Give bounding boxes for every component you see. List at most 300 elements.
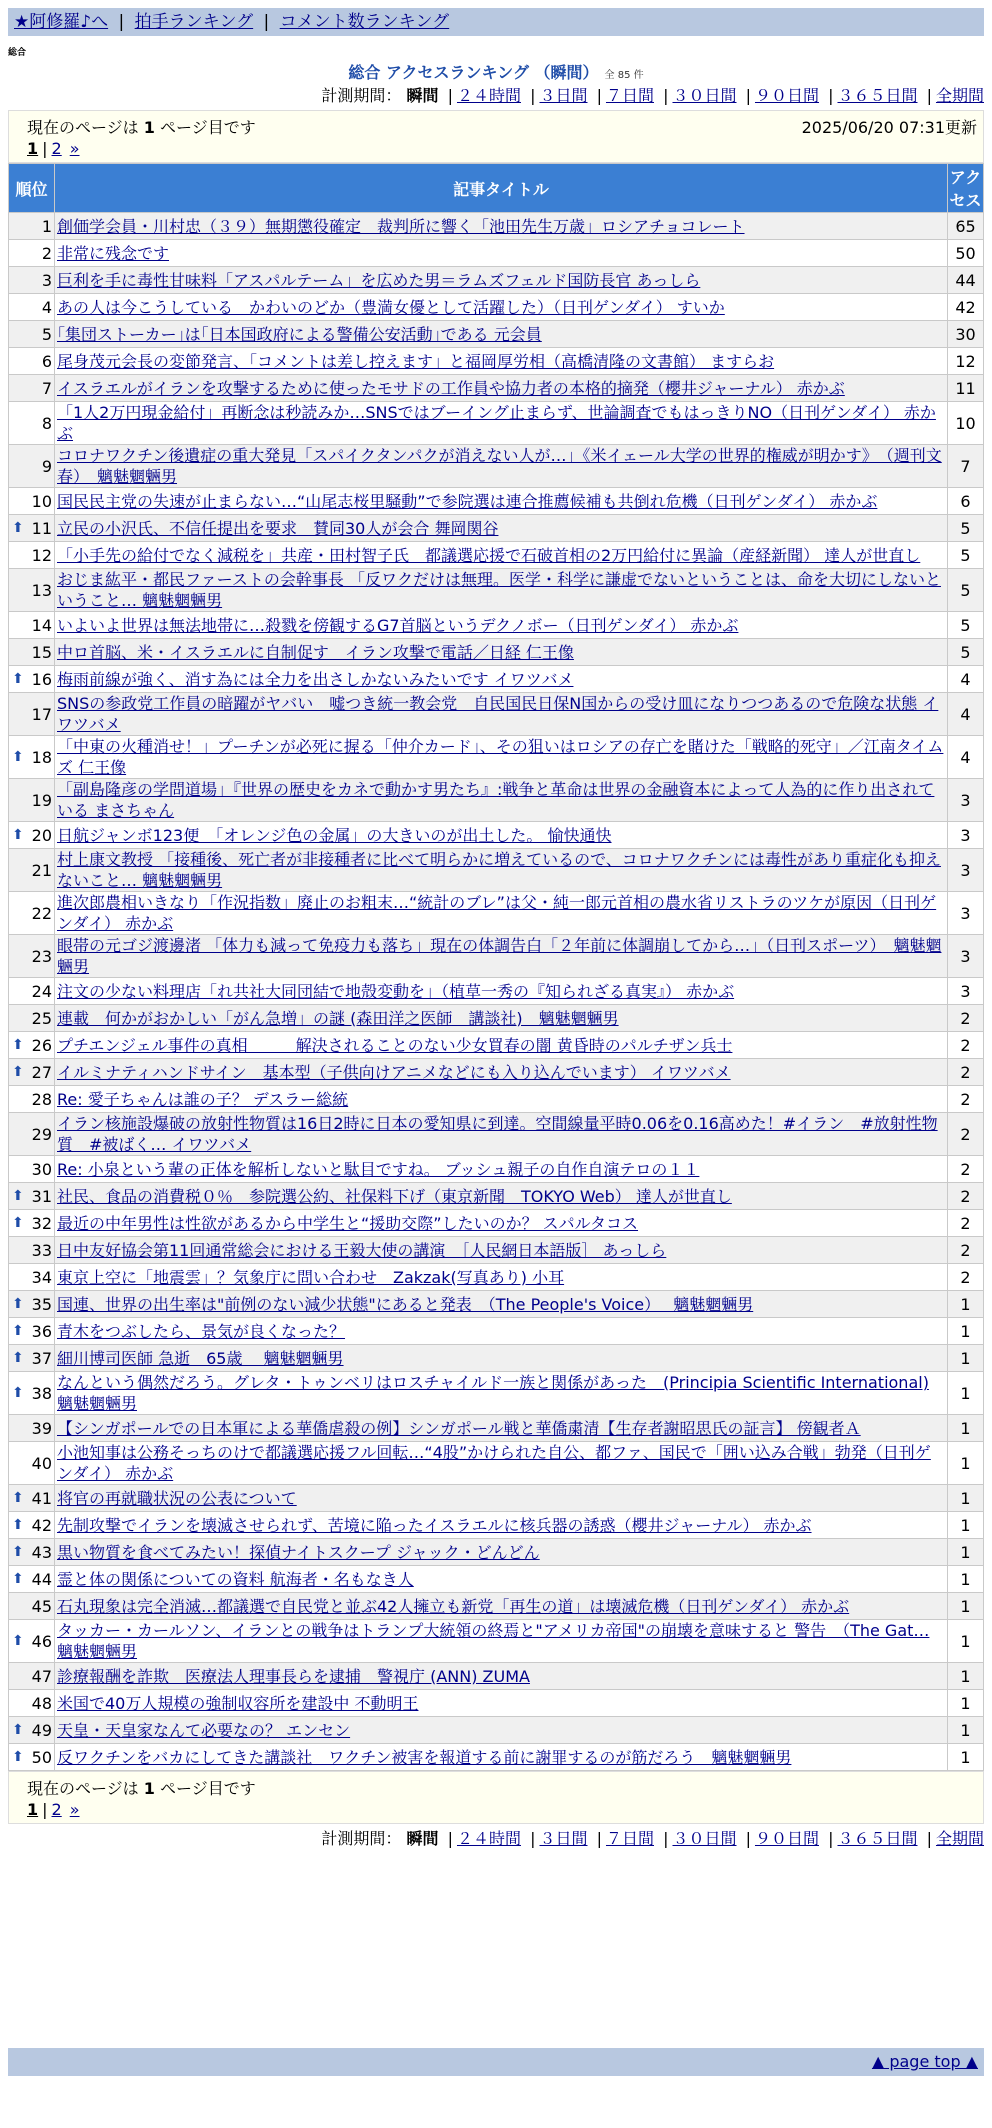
- rank-cell: [9, 1566, 55, 1593]
- article-title-link[interactable]: 創価学会員・川村忠（３９）無期懲役確定 裁判所に響く「池田先生万歳」ロシアチョコレート: [57, 216, 745, 236]
- period-selector-top: [321, 86, 984, 106]
- rank-number: 17: [31, 704, 52, 724]
- rank-number: 45: [31, 1596, 52, 1616]
- table-row: [9, 892, 984, 935]
- next-page-link[interactable]: »: [69, 139, 80, 158]
- article-title-link[interactable]: 黒い物質を食べてみたい！探偵ナイトスクープ ジャック・どんどん: [57, 1542, 540, 1562]
- up-arrow-icon: ⬆: [12, 1543, 24, 1560]
- title-cell: [55, 1442, 948, 1485]
- table-row: [9, 445, 984, 488]
- table-row: [9, 1442, 984, 1485]
- access-count: 1: [948, 1620, 984, 1663]
- table-row: [9, 666, 984, 693]
- period-separator: |: [926, 1829, 932, 1848]
- access-count: 4: [948, 666, 984, 693]
- period-separator: |: [596, 1829, 602, 1848]
- title-cell: [55, 978, 948, 1005]
- rank-number: 47: [31, 1666, 52, 1686]
- rank-number: 11: [31, 518, 52, 538]
- pagination-top: [8, 110, 984, 163]
- table-row: [9, 736, 984, 779]
- article-title-link[interactable]: あの人は今こうしている かわいのどか（豊満女優として活躍した）（日刊ゲンダイ） すいか: [57, 297, 725, 317]
- table-row: [9, 1663, 984, 1690]
- rank-cell: [9, 1237, 55, 1264]
- rank-number: 43: [31, 1542, 52, 1562]
- article-title-link[interactable]: SNSの参政党工作員の暗躍がヤバい 嘘つき統一教会党 自民国民日保N国からの受け皿になりつつあるので危険な状態 イワツバメ: [57, 694, 939, 734]
- article-title-link[interactable]: ｢集団ストーカー｣は｢日本国政府による警備公安活動｣である 元会員: [57, 324, 542, 344]
- article-title-link[interactable]: 「小手先の給付でなく減税を」共産・田村智子氏 都議選応援で石破首相の2万円給付に異論（産経新聞） 達人が世直し: [57, 545, 921, 565]
- title-cell: [55, 542, 948, 569]
- rank-cell: [9, 1264, 55, 1291]
- access-count: 2: [948, 1059, 984, 1086]
- access-count: 1: [948, 1717, 984, 1744]
- rank-number: 36: [31, 1321, 52, 1341]
- article-title-link[interactable]: 青木をつぶしたら、景気が良くなった？: [57, 1321, 346, 1341]
- table-row: [9, 849, 984, 892]
- access-count: 4: [948, 736, 984, 779]
- title-cell: [55, 402, 948, 445]
- article-title-link[interactable]: 日中友好協会第11回通常総会における王毅大使の講演 ［人民網日本語版］ あっしら: [57, 1240, 667, 1260]
- period-separator: |: [530, 1829, 536, 1848]
- table-row: [9, 375, 984, 402]
- title-cell: [55, 612, 948, 639]
- access-count: 1: [948, 1318, 984, 1345]
- rank-number: 46: [31, 1631, 52, 1651]
- title-cell: [55, 321, 948, 348]
- period-separator: |: [663, 86, 669, 105]
- article-title-link[interactable]: 診療報酬を詐欺 医療法人理事長らを逮捕 警視庁 (ANN) ZUMA: [57, 1666, 530, 1686]
- title-cell: [55, 1485, 948, 1512]
- rank-number: 30: [31, 1159, 52, 1179]
- rank-cell: [9, 1005, 55, 1032]
- rank-cell: [9, 1113, 55, 1156]
- access-count: 2: [948, 1210, 984, 1237]
- table-row: [9, 1291, 984, 1318]
- rank-number: 42: [31, 1515, 52, 1535]
- access-count: 2: [948, 1183, 984, 1210]
- rank-cell: [9, 1318, 55, 1345]
- table-row: [9, 1512, 984, 1539]
- rank-number: 14: [31, 615, 52, 635]
- table-row: [9, 639, 984, 666]
- rank-number: 13: [31, 580, 52, 600]
- article-title-link[interactable]: タッカー・カールソン、イランとの戦争はトランプ大統領の終焉と"アメリカ帝国"の崩壊を意味すると 警告 （The Gat… 魑魅魍魎男: [57, 1621, 930, 1661]
- period-separator: |: [447, 86, 453, 105]
- ranking-table-body: [9, 213, 984, 1771]
- access-count: 1: [948, 1744, 984, 1771]
- up-arrow-icon: ⬆: [12, 1721, 24, 1738]
- up-arrow-icon: ⬆: [12, 1384, 24, 1401]
- title-cell: [55, 1620, 948, 1663]
- rank-number: 21: [31, 860, 52, 880]
- article-title-link[interactable]: 中ロ首脳、米・イスラエルに自制促す イラン攻撃で電話／日経 仁王像: [57, 642, 574, 662]
- access-count: 5: [948, 542, 984, 569]
- access-count: 42: [948, 294, 984, 321]
- period-link-7d[interactable]: ７日間: [605, 1829, 654, 1848]
- period-link-3d[interactable]: ３日間: [539, 86, 588, 105]
- rank-number: 40: [31, 1453, 52, 1473]
- article-title-link[interactable]: 立民の小沢氏、不信任提出を要求 賛同30人が会合 舞岡関谷: [57, 518, 499, 538]
- access-count: 2: [948, 1086, 984, 1113]
- rank-number: 32: [31, 1213, 52, 1233]
- rank-cell: [9, 978, 55, 1005]
- current-page-prefix: 現在のページは: [27, 1779, 139, 1798]
- title-cell: [55, 348, 948, 375]
- table-row: [9, 1086, 984, 1113]
- table-row: [9, 1032, 984, 1059]
- nav-separator: |: [263, 12, 270, 32]
- page-top-link[interactable]: ▲ page top ▲: [871, 2052, 978, 2071]
- article-title-link[interactable]: コロナワクチン後遺症の重大発見「スパイクタンパクが消えない人が…」《米イェール大学の世界的権威が明かす》 （週刊文春） 魑魅魍魎男: [57, 446, 942, 486]
- article-title-link[interactable]: 尾身茂元会長の変節発言、「コメントは差し控えます」と福岡厚労相（高橋清隆の文書館） ますらお: [57, 351, 775, 371]
- rank-cell: [9, 1156, 55, 1183]
- rank-cell: [9, 1210, 55, 1237]
- rank-cell: [9, 612, 55, 639]
- rank-cell: [9, 1593, 55, 1620]
- article-title-link[interactable]: おじま紘平・都民ファーストの会幹事長 「反ワクだけは無理。医学・科学に謙虚でないということは、命を大切にしないということ… 魑魅魍魎男: [57, 570, 941, 610]
- page-title-block: [0, 60, 992, 83]
- access-count: 3: [948, 849, 984, 892]
- table-row: [9, 542, 984, 569]
- period-link-365d[interactable]: ３６５日間: [837, 86, 918, 105]
- period-separator: |: [926, 86, 932, 105]
- ranking-table-header: [9, 164, 984, 213]
- access-count: 44: [948, 267, 984, 294]
- access-count: 2: [948, 1113, 984, 1156]
- table-row: [9, 935, 984, 978]
- rank-cell: [9, 1717, 55, 1744]
- period-link-24h[interactable]: ２４時間: [456, 1829, 521, 1848]
- rank-number: 28: [31, 1089, 52, 1109]
- rank-cell: [9, 1539, 55, 1566]
- access-count: 3: [948, 935, 984, 978]
- table-row: [9, 1485, 984, 1512]
- period-separator: |: [447, 1829, 453, 1848]
- title-cell: [55, 1690, 948, 1717]
- title-cell: [55, 267, 948, 294]
- rank-cell: [9, 375, 55, 402]
- updated-timestamp: 2025/06/20 07:31更新: [801, 118, 977, 137]
- rank-cell: [9, 935, 55, 978]
- access-count: 4: [948, 693, 984, 736]
- article-title-link[interactable]: イスラエルがイランを攻撃するために使ったモサドの工作員や協力者の本格的摘発（櫻井ジャーナル） 赤かぶ: [57, 378, 845, 398]
- title-cell: [55, 445, 948, 488]
- period-separator: |: [828, 1829, 834, 1848]
- article-title-link[interactable]: 細川博司医師 急逝 65歳 魑魅魍魎男: [57, 1348, 344, 1368]
- title-cell: [55, 892, 948, 935]
- title-cell: [55, 1345, 948, 1372]
- title-cell: [55, 1318, 948, 1345]
- rank-number: 34: [31, 1267, 52, 1287]
- article-title-link[interactable]: 進次郎農相いきなり「作況指数」廃止のお粗末…“統計のブレ”は父・純一郎元首相の農水省リストラのツケが原因（日刊ゲンダイ） 赤かぶ: [57, 893, 937, 933]
- title-cell: [55, 213, 948, 240]
- rank-number: 5: [41, 324, 52, 344]
- rank-cell: [9, 1744, 55, 1771]
- article-title-link[interactable]: 石丸現象は完全消滅…都議選で自民党と並ぶ42人擁立も新党「再生の道」は壊滅危機（日刊ゲンダイ） 赤かぶ: [57, 1596, 850, 1616]
- rank-number: 38: [31, 1383, 52, 1403]
- rank-number: 7: [41, 378, 52, 398]
- article-title-link[interactable]: Re: 愛子ちゃんは誰の子？ デスラー総統: [57, 1089, 349, 1109]
- article-title-link[interactable]: 社民、食品の消費税０％ 参院選公約、社保料下げ（東京新聞 TOKYO Web） 達人が世直し: [57, 1186, 732, 1206]
- table-row: [9, 1593, 984, 1620]
- table-row: [9, 1372, 984, 1415]
- page-title: 総合 アクセスランキング （瞬間）: [348, 63, 599, 82]
- table-row: [9, 294, 984, 321]
- nav-link-applause-ranking[interactable]: 拍手ランキング: [134, 12, 254, 32]
- pagination-bottom: [8, 1771, 984, 1824]
- article-title-link[interactable]: なんという偶然だろう。グレタ・トゥンベリはロスチャイルド一族と関係があった (Principia Scientific International) 魑魅魍魎男: [57, 1373, 929, 1413]
- access-count: 3: [948, 978, 984, 1005]
- article-title-link[interactable]: 将官の再就職状況の公表について: [57, 1488, 297, 1508]
- article-title-link[interactable]: いよいよ世界は無法地帯に…殺戮を傍観するG7首脳というデクノボー（日刊ゲンダイ） 赤かぶ: [57, 615, 739, 635]
- period-current: 瞬間: [406, 1829, 439, 1848]
- nav-link-comment-ranking[interactable]: コメント数ランキング: [279, 12, 450, 32]
- rank-number: 20: [31, 825, 52, 845]
- rank-number: 4: [41, 297, 52, 317]
- up-arrow-icon: ⬆: [12, 1295, 24, 1312]
- article-title-link[interactable]: 日航ジャンボ123便 「オレンジ色の金属」の大きいのが出土した。 愉快通快: [57, 825, 612, 845]
- rank-cell: [9, 321, 55, 348]
- article-title-link[interactable]: 「中東の火種消せ！」プーチンが必死に握る「仲介カード」、その狙いはロシアの存亡を賭けた「戦略的死守」／江南タイムズ 仁王像: [57, 737, 944, 777]
- title-cell: [55, 822, 948, 849]
- page-2-link[interactable]: 2: [51, 1800, 62, 1819]
- title-cell: [55, 1415, 948, 1442]
- article-title-link[interactable]: イラン核施設爆破の放射性物質は16日2時に日本の愛知県に到達。空間線量平時0.06を0.16高めた！#イラン #放射性物質 #被ばく… イワツバメ: [57, 1114, 938, 1154]
- title-cell: [55, 1113, 948, 1156]
- rank-cell: [9, 1663, 55, 1690]
- access-count: 5: [948, 569, 984, 612]
- header-title: 記事タイトル: [55, 164, 948, 213]
- up-arrow-icon: ⬆: [12, 519, 24, 536]
- table-row: [9, 1690, 984, 1717]
- page-links: [27, 139, 80, 158]
- table-row: [9, 402, 984, 445]
- rank-number: 26: [31, 1035, 52, 1055]
- rank-number: 44: [31, 1569, 52, 1589]
- rank-cell: [9, 213, 55, 240]
- period-link-7d[interactable]: ７日間: [605, 86, 654, 105]
- current-page-number: 1: [143, 118, 155, 137]
- current-page-text: [27, 1776, 256, 1799]
- article-title-link[interactable]: 反ワクチンをバカにしてきた講談社 ワクチン被害を報道する前に謝罪するのが筋だろう 魑魅魍魎男: [57, 1747, 792, 1767]
- article-title-link[interactable]: 「1人2万円現金給付」再断念は秒読みか…SNSではブーイング止まらず、世論調査でもはっきりNO（日刊ゲンダイ） 赤かぶ: [57, 403, 936, 443]
- title-cell: [55, 935, 948, 978]
- article-title-link[interactable]: 米国で40万人規模の強制収容所を建設中 不動明王: [57, 1693, 419, 1713]
- rank-number: 27: [31, 1062, 52, 1082]
- rank-cell: [9, 240, 55, 267]
- period-link-all[interactable]: 全期間: [935, 1829, 984, 1848]
- page-2-link[interactable]: 2: [51, 139, 62, 158]
- rank-number: 23: [31, 946, 52, 966]
- article-title-link[interactable]: 小池知事は公務そっちのけで都議選応援フル回転…“4股”かけられた自公、都ファ、国民で「囲い込み合戦」勃発（日刊ゲンダイ） 赤かぶ: [57, 1443, 931, 1483]
- table-row: [9, 779, 984, 822]
- up-arrow-icon: ⬆: [12, 1632, 24, 1649]
- title-cell: [55, 1512, 948, 1539]
- page-links: [27, 1800, 80, 1819]
- access-count: 7: [948, 445, 984, 488]
- up-arrow-icon: ⬆: [12, 1516, 24, 1533]
- article-title-link[interactable]: 【シンガポールでの日本軍による華僑虐殺の例】シンガポール戦と華僑粛清【生存者謝昭思氏の証言】 傍観者Ａ: [57, 1418, 861, 1438]
- current-page-suffix: ページ目です: [160, 118, 256, 137]
- access-count: 11: [948, 375, 984, 402]
- article-title-link[interactable]: プチエンジェル事件の真相 解決されることのない少女買春の闇 黄昏時のパルチザン兵士: [57, 1035, 733, 1055]
- rank-number: 18: [31, 747, 52, 767]
- access-count: 12: [948, 348, 984, 375]
- rank-cell: [9, 488, 55, 515]
- access-count: 5: [948, 639, 984, 666]
- article-title-link[interactable]: 国連、世界の出生率は"前例のない減少状態"にあると発表 （The People's Voice） 魑魅魍魎男: [57, 1294, 754, 1314]
- period-link-3d[interactable]: ３日間: [539, 1829, 588, 1848]
- rank-cell: [9, 849, 55, 892]
- article-title-link[interactable]: 巨利を手に毒性甘味料「アスパルテーム」を広めた男＝ラムズフェルド国防長官 あっしら: [57, 270, 701, 290]
- period-link-30d[interactable]: ３０日間: [672, 86, 737, 105]
- up-arrow-icon: ⬆: [12, 1036, 24, 1053]
- up-arrow-icon: ⬆: [12, 1063, 24, 1080]
- rank-number: 16: [31, 669, 52, 689]
- title-cell: [55, 1237, 948, 1264]
- period-separator: |: [745, 1829, 751, 1848]
- rank-cell: [9, 1690, 55, 1717]
- next-page-link[interactable]: »: [69, 1800, 80, 1819]
- rank-cell: [9, 294, 55, 321]
- rank-cell: [9, 1415, 55, 1442]
- table-row: [9, 1539, 984, 1566]
- access-count: 1: [948, 1442, 984, 1485]
- rank-cell: [9, 445, 55, 488]
- category-label: 総合: [8, 48, 27, 58]
- table-row: [9, 240, 984, 267]
- access-count: 65: [948, 213, 984, 240]
- rank-cell: [9, 569, 55, 612]
- article-title-link[interactable]: 連載 何かがおかしい「がん急増」の謎 (森田洋之医師 講談社) 魑魅魍魎男: [57, 1008, 619, 1028]
- period-link-90d[interactable]: ９０日間: [754, 86, 819, 105]
- article-title-link[interactable]: 村上康文教授 「接種後、死亡者が非接種者に比べて明らかに増えているので、コロナワクチンには毒性があり重症化も抑えないこと… 魑魅魍魎男: [57, 850, 941, 890]
- title-cell: [55, 1566, 948, 1593]
- rank-number: 8: [41, 413, 52, 433]
- up-arrow-icon: ⬆: [12, 1214, 24, 1231]
- title-cell: [55, 1717, 948, 1744]
- up-arrow-icon: ⬆: [12, 748, 24, 765]
- article-title-link[interactable]: 先制攻撃でイランを壊滅させられず、苦境に陥ったイスラエルに核兵器の誘惑（櫻井ジャーナル） 赤かぶ: [57, 1515, 812, 1535]
- article-title-link[interactable]: 非常に残念です: [57, 243, 170, 263]
- article-title-link[interactable]: 国民民主党の失速が止まらない…“山尾志桜里騒動”で参院選は連合推薦候補も共倒れ危機（日刊ゲンダイ） 赤かぶ: [57, 491, 878, 511]
- period-link-90d[interactable]: ９０日間: [754, 1829, 819, 1848]
- rank-cell: [9, 822, 55, 849]
- rank-number: 39: [31, 1418, 52, 1438]
- table-row: [9, 1620, 984, 1663]
- title-cell: [55, 639, 948, 666]
- table-row: [9, 1005, 984, 1032]
- total-count: 全 85 件: [604, 70, 644, 81]
- access-count: 30: [948, 321, 984, 348]
- current-page-prefix: 現在のページは: [27, 118, 139, 137]
- rank-cell: [9, 1620, 55, 1663]
- article-title-link[interactable]: Re: 小泉という輩の正体を解析しないと駄目ですね。 ブッシュ親子の自作自演テロの１１: [57, 1159, 700, 1179]
- rank-number: 22: [31, 903, 52, 923]
- title-cell: [55, 294, 948, 321]
- period-separator: |: [663, 1829, 669, 1848]
- rank-number: 3: [41, 270, 52, 290]
- title-cell: [55, 1372, 948, 1415]
- article-title-link[interactable]: イルミナティハンドサイン 基本型（子供向けアニメなどにも入り込んでいます） イワツバメ: [57, 1062, 731, 1082]
- title-cell: [55, 1059, 948, 1086]
- access-count: 1: [948, 1291, 984, 1318]
- header-count: アクセス: [948, 164, 984, 213]
- article-title-link[interactable]: 天皇・天皇家なんて必要なの？ エンセン: [57, 1720, 351, 1740]
- table-row: [9, 1059, 984, 1086]
- rank-cell: [9, 1291, 55, 1318]
- article-title-link[interactable]: 眼帯の元ゴジ渡邊渚 「体力も減って免疫力も落ち」現在の体調告白「２年前に体調崩してから…」（日刊スポーツ） 魑魅魍魎男: [57, 936, 942, 976]
- nav-link-asyura[interactable]: ★阿修羅♪へ: [14, 12, 109, 32]
- article-title-link[interactable]: 「副島隆彦の学問道場」『世界の歴史をカネで動かす男たち』:戦争と革命は世界の金融資本によって人為的に作り出されている まさちゃん: [57, 780, 935, 820]
- rank-number: 9: [41, 456, 52, 476]
- article-title-link[interactable]: 注文の少ない料理店「れ共社大同団結で地殻変動を」（植草一秀の『知られざる真実』） 赤かぶ: [57, 981, 735, 1001]
- rank-cell: [9, 693, 55, 736]
- access-count: 1: [948, 1345, 984, 1372]
- article-title-link[interactable]: 東京上空に「地震雲」？気象庁に問い合わせ Zakzak(写真あり) 小耳: [57, 1267, 565, 1287]
- rank-cell: [9, 1345, 55, 1372]
- access-count: 2: [948, 1005, 984, 1032]
- access-count: 2: [948, 1264, 984, 1291]
- rank-cell: [9, 1485, 55, 1512]
- title-cell: [55, 1539, 948, 1566]
- rank-cell: [9, 736, 55, 779]
- rank-cell: [9, 1372, 55, 1415]
- current-page-text: [27, 115, 256, 138]
- table-row: [9, 1415, 984, 1442]
- rank-number: 41: [31, 1488, 52, 1508]
- period-link-365d[interactable]: ３６５日間: [837, 1829, 918, 1848]
- access-count: 10: [948, 402, 984, 445]
- access-count: 2: [948, 1156, 984, 1183]
- period-current: 瞬間: [406, 86, 439, 105]
- period-link-30d[interactable]: ３０日間: [672, 1829, 737, 1848]
- table-row: [9, 321, 984, 348]
- access-count: 3: [948, 779, 984, 822]
- table-row: [9, 1156, 984, 1183]
- current-page-suffix: ページ目です: [160, 1779, 256, 1798]
- rank-number: 48: [31, 1693, 52, 1713]
- title-cell: [55, 1156, 948, 1183]
- title-cell: [55, 1744, 948, 1771]
- period-link-24h[interactable]: ２４時間: [456, 86, 521, 105]
- title-cell: [55, 849, 948, 892]
- article-title-link[interactable]: 霊と体の関係についての資料 航海者・名もなき人: [57, 1569, 414, 1589]
- period-separator: |: [745, 86, 751, 105]
- up-arrow-icon: ⬆: [12, 1349, 24, 1366]
- article-title-link[interactable]: 最近の中年男性は性欲があるから中学生と“援助交際”したいのか？ スパルタコス: [57, 1213, 639, 1233]
- article-title-link[interactable]: 梅雨前線が強く、消す為には全力を出さしかないみたいです イワツバメ: [57, 669, 574, 689]
- title-cell: [55, 1183, 948, 1210]
- rank-number: 31: [31, 1186, 52, 1206]
- nav-separator: |: [118, 12, 125, 32]
- access-count: 2: [948, 1237, 984, 1264]
- access-count: 2: [948, 1032, 984, 1059]
- table-row: [9, 213, 984, 240]
- table-row: [9, 1237, 984, 1264]
- access-count: 1: [948, 1690, 984, 1717]
- table-row: [9, 612, 984, 639]
- rank-number: 37: [31, 1348, 52, 1368]
- period-label: 計測期間：: [321, 86, 402, 105]
- period-separator: |: [828, 86, 834, 105]
- rank-cell: [9, 402, 55, 445]
- rank-number: 2: [41, 243, 52, 263]
- period-link-all[interactable]: 全期間: [935, 86, 984, 105]
- table-row: [9, 1210, 984, 1237]
- title-cell: [55, 240, 948, 267]
- rank-cell: [9, 892, 55, 935]
